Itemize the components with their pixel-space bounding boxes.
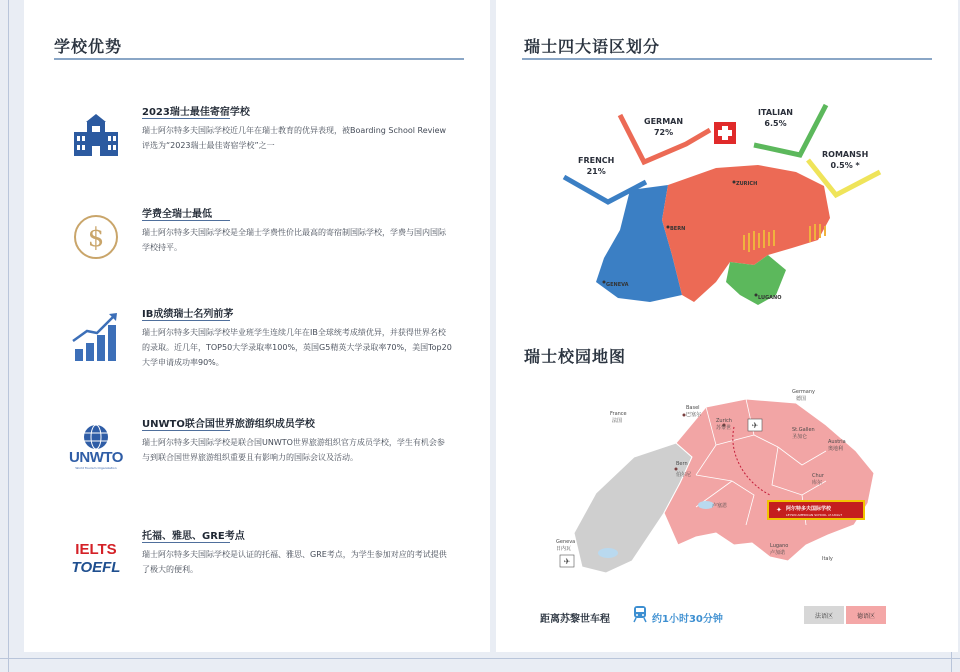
- ielts-toefl-logo-icon: [64, 527, 128, 591]
- city-geneva: GENEVA: [606, 282, 629, 288]
- svg-text:巴塞尔: 巴塞尔: [686, 412, 702, 418]
- swiss-flag-icon: [714, 122, 736, 144]
- italian-label: ITALIAN 6.5%: [758, 108, 793, 128]
- svg-text:Geneva: Geneva: [556, 539, 576, 545]
- svg-text:卢塞恩: 卢塞恩: [712, 503, 728, 509]
- advantage-title: UNWTO联合国世界旅游组织成员学校: [142, 419, 315, 430]
- advantage-item: [64, 415, 474, 505]
- advantage-item: [64, 103, 474, 193]
- city-lugano: LUGANO: [758, 295, 782, 301]
- svg-text:法国: 法国: [612, 418, 623, 424]
- city-zurich: ZURICH: [736, 181, 758, 187]
- dollar-coin-icon: [64, 205, 128, 269]
- language-regions-rule: [522, 58, 932, 60]
- unwto-logo-icon: [64, 415, 128, 479]
- ielts-text: IELTS: [75, 541, 117, 558]
- german-arc: [620, 115, 710, 162]
- advantage-title: 2023瑞士最佳寄宿学校: [142, 107, 250, 118]
- campus-map-title: 瑞士校园地图: [524, 347, 627, 366]
- advantage-desc: 瑞士阿尔特多夫国际学校毕业班学生连续几年在IB全球统考成绩优异，并获得世界名校的录取。近几年，TOP50大学录取率100%，英国G5精英大学录取率70%，美国Top20大学申请成功率90%。: [142, 328, 452, 367]
- unwto-text: UNWTO: [69, 449, 123, 466]
- airport-geneva-icon: [560, 555, 574, 567]
- german-zone: [664, 399, 874, 561]
- school-location-marker: [768, 501, 864, 519]
- svg-text:France: France: [610, 411, 627, 417]
- italian-arc: [754, 105, 826, 155]
- airport-zurich-icon: [748, 419, 762, 431]
- distance-time: 约1小时30分钟: [652, 614, 723, 625]
- advantage-title: 托福、雅思、GRE考点: [142, 531, 245, 542]
- svg-text:Bern: Bern: [676, 461, 688, 467]
- school-building-icon: [64, 103, 128, 167]
- svg-text:阿尔特多夫国际学校: 阿尔特多夫国际学校: [786, 506, 832, 512]
- left-page: [24, 0, 490, 652]
- svg-text:✈: ✈: [751, 421, 759, 430]
- svg-text:Zurich: Zurich: [716, 418, 732, 424]
- advantage-underline: [142, 430, 230, 431]
- language-region-map: [496, 90, 958, 320]
- advantages-title: 学校优势: [54, 37, 123, 56]
- legend-german: 德语区: [846, 606, 886, 624]
- language-regions-title: 瑞士四大语区划分: [524, 37, 661, 56]
- growth-chart-icon: [64, 305, 128, 369]
- advantage-desc: 瑞士阿尔特多夫国际学校是全瑞士学费性价比最高的寄宿制国际学校，学费与国内国际学校持平。: [142, 228, 446, 252]
- advantage-title: IB成绩瑞士名列前茅: [142, 309, 234, 320]
- campus-map: [556, 385, 886, 585]
- svg-text:库尔: 库尔: [812, 480, 823, 486]
- distance-label: 距离苏黎世车程: [540, 614, 610, 625]
- advantage-underline: [142, 542, 230, 543]
- city-bern: BERN: [670, 226, 686, 232]
- svg-text:Austria: Austria: [828, 439, 846, 445]
- svg-text:Chur: Chur: [812, 473, 824, 479]
- svg-text:德国: 德国: [796, 396, 807, 402]
- svg-text:伯尔尼: 伯尔尼: [676, 472, 692, 478]
- advantage-underline: [142, 320, 230, 321]
- advantages-rule: [54, 58, 464, 60]
- svg-text:卢加诺: 卢加诺: [770, 550, 786, 556]
- svg-text:$: $: [87, 223, 105, 253]
- advantage-title: 学费全瑞士最低: [142, 209, 212, 220]
- advantage-underline: [142, 220, 230, 221]
- svg-text:Italy: Italy: [822, 556, 833, 562]
- advantage-desc: 瑞士阿尔特多夫国际学校是联合国UNWTO世界旅游组织官方成员学校，学生有机会参与到联合国世界旅游组织重要且有影响力的国际会议及活动。: [142, 438, 445, 462]
- advantage-item: [64, 305, 474, 395]
- svg-text:日内瓦: 日内瓦: [556, 546, 572, 552]
- unwto-subtext: World Tourism Organization: [75, 466, 117, 470]
- german-label: GERMAN 72%: [644, 117, 684, 137]
- romansh-label: ROMANSH 0.5% *: [822, 150, 869, 170]
- svg-text:LEYSIN AMERICAN SCHOOL of Altd: LEYSIN AMERICAN SCHOOL of Altdorf: [786, 513, 842, 517]
- advantage-underline: [142, 118, 230, 119]
- advantage-item: [64, 205, 474, 295]
- toefl-text: TOEFL: [71, 559, 121, 576]
- svg-text:奥地利: 奥地利: [828, 446, 844, 452]
- advantage-desc: 瑞士阿尔特多夫国际学校是认证的托福、雅思、GRE考点，为学生参加对应的考试提供了极大的便利。: [142, 550, 447, 574]
- svg-text:✈: ✈: [563, 557, 571, 566]
- svg-text:St.Gallen: St.Gallen: [792, 427, 815, 433]
- advantage-item: [64, 527, 474, 617]
- svg-text:Basel: Basel: [686, 405, 700, 411]
- svg-text:Germany: Germany: [792, 389, 815, 395]
- svg-text:圣加仑: 圣加仑: [792, 434, 808, 440]
- svg-text:Lugano: Lugano: [770, 543, 789, 549]
- right-page: [496, 0, 958, 652]
- legend-french: 法语区: [804, 606, 844, 624]
- svg-text:苏黎世: 苏黎世: [716, 425, 732, 431]
- advantage-desc: 瑞士阿尔特多夫国际学校近几年在瑞士教育的优异表现，被Boarding School Review 评选为“2023瑞士最佳寄宿学校”之一: [142, 126, 447, 150]
- lake-geneva: [598, 548, 618, 558]
- train-icon: [632, 605, 648, 627]
- french-label: FRENCH 21%: [578, 156, 615, 176]
- school-marker-logo-icon: ✦: [776, 506, 782, 514]
